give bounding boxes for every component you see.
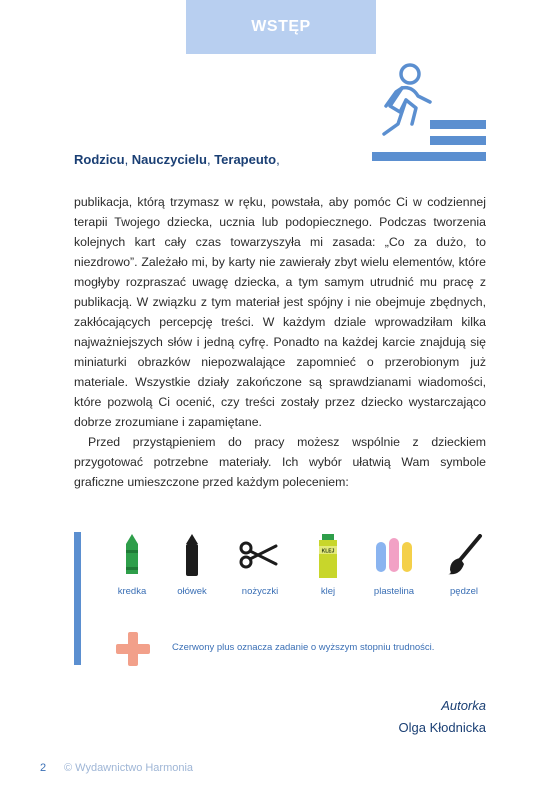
tool-plasticine — [364, 534, 424, 576]
tool-glue — [298, 534, 358, 578]
paintbrush-icon — [444, 534, 484, 576]
salutation-separator-2: , — [206, 152, 215, 167]
tool-scissors — [228, 534, 288, 576]
tool-label-scissors: nożyczki — [241, 586, 279, 597]
tool-brush — [434, 534, 494, 576]
copyright-notice: © Wydawnictwo Harmonia — [64, 762, 194, 774]
scissors-icon — [238, 534, 278, 576]
glue-stick-icon — [317, 534, 339, 578]
crayon-icon — [123, 534, 141, 576]
tool-pencil — [162, 534, 222, 576]
tool-label-glue: klej — [320, 586, 336, 597]
glue-stick-label: KLEJ — [321, 548, 335, 555]
salutation-parent: Rodzicu — [74, 152, 125, 167]
legend-accent-bar — [74, 532, 81, 665]
red-plus-icon — [116, 632, 150, 666]
salutation-separator-1: , — [124, 152, 132, 167]
author-role: Autorka — [441, 698, 486, 713]
tool-label-plasticine: plastelina — [373, 586, 415, 597]
salutation — [74, 152, 280, 167]
intro-paragraph-2: Przed przystąpieniem do pracy możesz wspólnie z dzieckiem przygotować potrzebne materiały. Ich wybór ułatwią Wam symbole graficzne umieszczone przed każdym poleceniem: — [74, 435, 486, 489]
intro-paragraph-1: publikacja, którą trzymasz w ręku, powstała, aby pomóc Ci w codziennej terapii Twojego dziecka, ucznia lub podopiecznego. Podczas tworzenia kolejnych kart cały czas towarzyszyła mi zasada: „Co za dużo, to niezdrowo”. Zależało mi, by karty nie zawierały zbyt wielu elementów, które mogłyby rozpraszać uwagę dziecka, a tym samym utrudnić mu pracę z publikacją. W związku z tym materiał jest spójny i nie obejmuje zbędnych, zakłócających percepcję treści. W każdym dziale wprowadziłam kilka najważniejszych słów i jedną cyfrę. Ponadto na każdej karcie znajdują się miniaturki obrazków niepozwalające zapomnieć o przerobionym już materiale. Wszystkie działy zakończone są sprawdzianami wiadomości, które pozwolą Ci ocenić, czy treści zostały przez dziecko wystarczająco dobrze zrozumiane i zapamiętane. — [74, 195, 486, 429]
tool-crayon — [102, 534, 162, 576]
page-number: 2 — [40, 762, 47, 774]
intro-body — [74, 192, 486, 492]
plasticine-icon — [374, 534, 414, 576]
salutation-end: , — [276, 152, 280, 167]
pencil-icon — [183, 534, 201, 576]
section-header — [186, 0, 376, 54]
person-climbing-stairs-icon — [372, 62, 490, 166]
section-title: WSTĘP — [251, 18, 311, 35]
tool-label-brush: pędzel — [450, 586, 478, 597]
plus-description: Czerwony plus oznacza zadanie o wyższym stopniu trudności. — [172, 642, 435, 653]
author-name: Olga Kłodnicka — [398, 720, 486, 735]
tool-label-pencil: ołówek — [177, 586, 207, 597]
salutation-teacher: Nauczycielu — [131, 152, 207, 167]
tool-label-crayon: kredka — [117, 586, 147, 597]
salutation-therapist: Terapeuto — [214, 152, 277, 167]
